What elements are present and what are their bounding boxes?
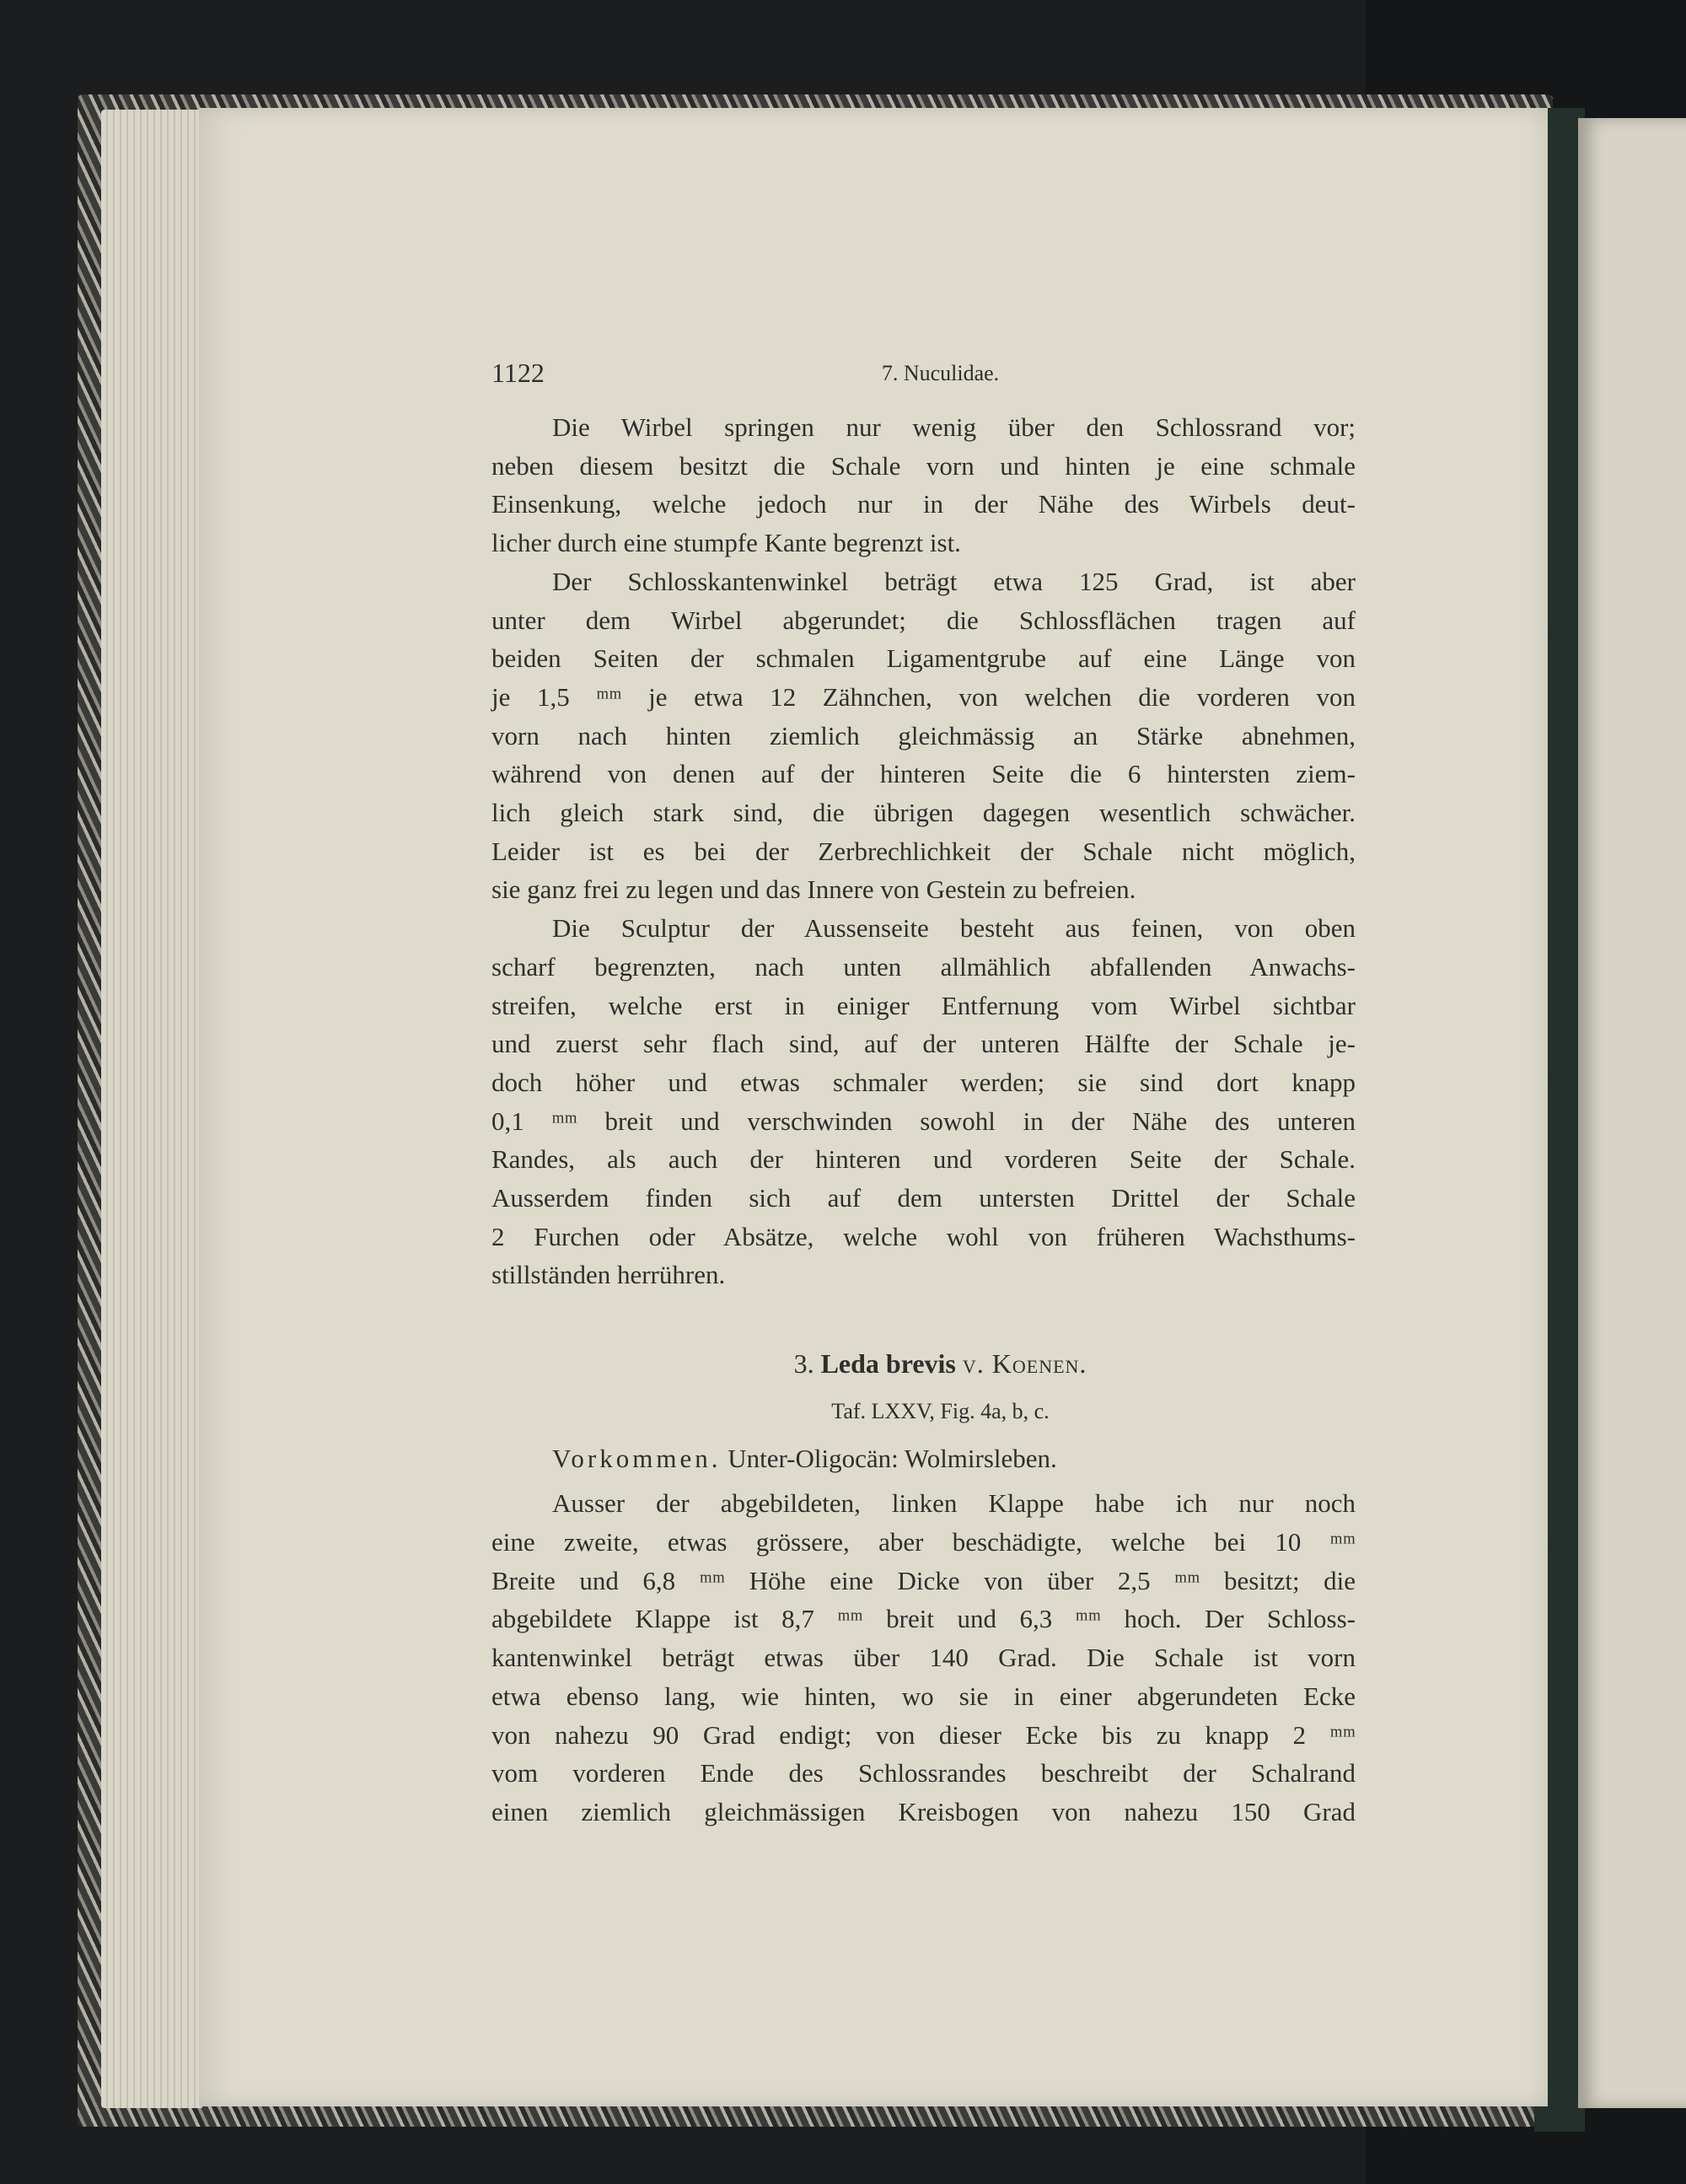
text-line: während von denen auf der hinteren Seite die 6 hintersten ziem- [491, 759, 1356, 789]
text-line: Der Schlosskantenwinkel beträgt etwa 125 Grad, ist aber [552, 566, 1356, 596]
text-line: Randes, als auch der hinteren und vorderen Seite der Schale. [491, 1144, 1356, 1175]
running-head: 7. Nuculidae. [881, 361, 1000, 385]
text-line: abgebildete Klappe ist 8,7 ᵐᵐ breit und 6,3 ᵐᵐ hoch. Der Schloss- [491, 1604, 1356, 1634]
text-line: 2 Furchen oder Absätze, welche wohl von früheren Wachsthums- [491, 1221, 1356, 1251]
text-line: Breite und 6,8 ᵐᵐ Höhe eine Dicke von über 2,5 ᵐᵐ besitzt; die [491, 1565, 1356, 1595]
text-line: etwa ebenso lang, wie hinten, wo sie in einer abgerundeten Ecke [491, 1681, 1356, 1711]
text-line: unter dem Wirbel abgerundet; die Schlossflächen tragen auf [491, 605, 1356, 635]
occurrence-label: Vorkommen. [552, 1443, 722, 1473]
page-text [491, 354, 1356, 1832]
plate-reference: Taf. LXXV, Fig. 4a, b, c. [831, 1398, 1050, 1423]
section-spacer [491, 1294, 1356, 1345]
body-text-bottom [491, 1484, 1356, 1831]
text-line: stillständen herrühren. [491, 1260, 726, 1290]
page-header [491, 354, 1356, 393]
text-line: Die Sculptur der Aussenseite besteht aus feinen, von oben [552, 913, 1356, 944]
text-line: eine zweite, etwas grössere, aber beschädigte, welche bei 10 ᵐᵐ [491, 1526, 1356, 1557]
facing-page [1578, 118, 1686, 2108]
text-line: beiden Seiten der schmalen Ligamentgrube auf eine Länge von [491, 643, 1356, 674]
text-line: Die Wirbel springen nur wenig über den Schlossrand vor; [552, 412, 1356, 442]
body-text-top [491, 408, 1356, 1294]
text-line: neben diesem besitzt die Schale vorn und hinten je eine schmale [491, 450, 1356, 481]
text-line: Ausser der abgebildeten, linken Klappe habe ich nur noch [552, 1488, 1356, 1519]
text-line: einen ziemlich gleichmässigen Kreisbogen von nahezu 150 Grad [491, 1796, 1356, 1826]
text-line: vom vorderen Ende des Schlossrandes beschreibt der Schalrand [491, 1758, 1356, 1789]
page-stack-edges [101, 110, 202, 2108]
text-line: kantenwinkel beträgt etwas über 140 Grad. Die Schale ist vorn [491, 1643, 1356, 1673]
text-line: und zuerst sehr flach sind, auf der unteren Hälfte der Schale je- [491, 1029, 1356, 1059]
occurrence-line [491, 1439, 1356, 1478]
text-line: streifen, welche erst in einiger Entfernung vom Wirbel sichtbar [491, 990, 1356, 1020]
text-line: Leider ist es bei der Zerbrechlichkeit der Schale nicht möglich, [491, 836, 1356, 866]
text-line: Ausserdem finden sich auf dem untersten Drittel der Schale [491, 1183, 1356, 1213]
facing-page-mark [1549, 626, 1557, 641]
text-line: doch höher und etwas schmaler werden; sie sind dort knapp [491, 1067, 1356, 1097]
text-line: vorn nach hinten ziemlich gleichmässig an Stärke abnehmen, [491, 720, 1356, 750]
text-line: von nahezu 90 Grad endigt; von dieser Ecke bis zu knapp 2 ᵐᵐ [491, 1719, 1356, 1750]
page-number: 1122 [491, 358, 545, 388]
text-line: lich gleich stark sind, die übrigen dagegen wesentlich schwächer. [491, 798, 1356, 828]
text-line: licher durch eine stumpfe Kante begrenzt ist. [491, 528, 961, 558]
species-name: Leda brevis [820, 1348, 956, 1380]
occurrence-value: Unter-Oligocän: Wolmirsleben. [728, 1443, 1057, 1473]
facing-page-mark [1549, 1538, 1557, 1553]
species-number: 3. [793, 1348, 814, 1380]
facing-page-mark [1549, 1071, 1557, 1086]
text-line: sie ganz frei zu legen und das Innere von Gestein zu befreien. [491, 874, 1136, 905]
text-line: scharf begrenzten, nach unten allmählich abfallenden Anwachs- [491, 951, 1356, 982]
species-heading [491, 1345, 1356, 1384]
text-line: Einsenkung, welche jedoch nur in der Nähe des Wirbels deut- [491, 489, 1356, 519]
text-line: 0,1 ᵐᵐ breit und verschwinden sowohl in der Nähe des unteren [491, 1105, 1356, 1136]
species-author: v. Koenen. [962, 1348, 1087, 1380]
text-line: je 1,5 ᵐᵐ je etwa 12 Zähnchen, von welchen die vorderen von [491, 681, 1356, 712]
